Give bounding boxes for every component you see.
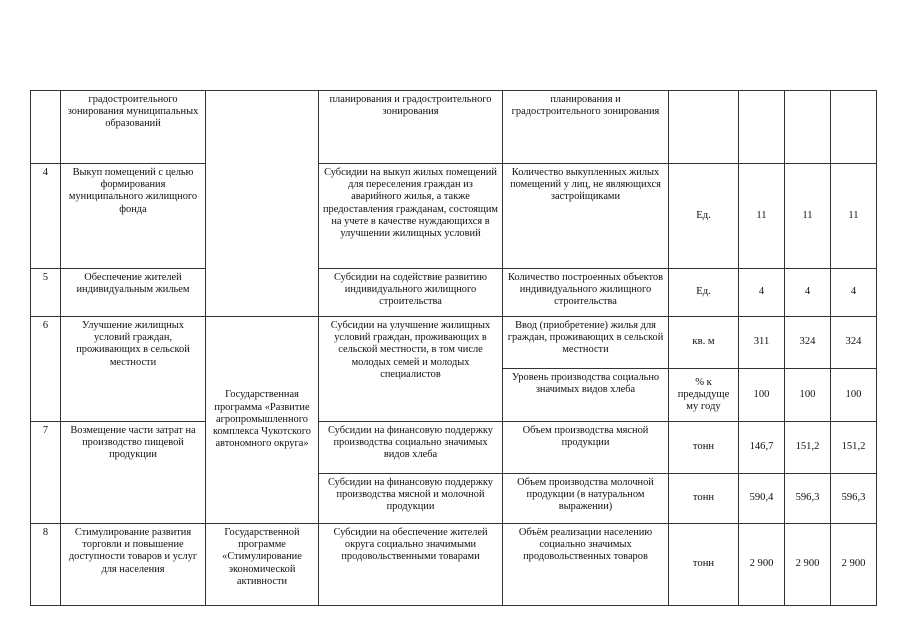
value-cell: 100 xyxy=(785,369,831,422)
value-cell: 100 xyxy=(831,369,877,422)
support-cell: Субсидии на финансовую поддержку производства социально значимых видов хлеба xyxy=(319,422,503,474)
table-row xyxy=(31,317,877,369)
value-cell: 311 xyxy=(739,317,785,369)
value-cell: 100 xyxy=(739,369,785,422)
value-cell: 146,7 xyxy=(739,422,785,474)
value-cell: 324 xyxy=(831,317,877,369)
program-cell xyxy=(206,91,319,317)
table-row xyxy=(31,91,877,164)
unit-cell: % к предыдуще му году xyxy=(669,369,739,422)
value-cell xyxy=(785,91,831,164)
value-cell: 596,3 xyxy=(831,474,877,524)
table-row xyxy=(31,524,877,606)
row-number xyxy=(31,91,61,164)
program-cell: Государственная программа «Развитие агропромышленного комплекса Чукотского автономного округа» xyxy=(206,317,319,524)
unit-cell: кв. м xyxy=(669,317,739,369)
event-cell: Обеспечение жителей индивидуальным жильем xyxy=(61,269,206,317)
unit-cell: Ед. xyxy=(669,164,739,269)
support-cell: Субсидии на содействие развитию индивидуального жилищного строительства xyxy=(319,269,503,317)
value-cell: 324 xyxy=(785,317,831,369)
support-cell: Субсидии на обеспечение жителей округа социально значимыми продовольственными товарами xyxy=(319,524,503,606)
support-cell: планирования и градостроительного зонирования xyxy=(319,91,503,164)
row-number: 5 xyxy=(31,269,61,317)
unit-cell: тонн xyxy=(669,524,739,606)
unit-cell xyxy=(669,91,739,164)
measures-table xyxy=(30,90,877,606)
support-cell: Субсидии на финансовую поддержку производства мясной и молочной продукции xyxy=(319,474,503,524)
row-number: 4 xyxy=(31,164,61,269)
indicator-cell: планирования и градостроительного зонирования xyxy=(503,91,669,164)
value-cell: 4 xyxy=(831,269,877,317)
value-cell: 2 900 xyxy=(739,524,785,606)
indicator-cell: Уровень производства социально значимых видов хлеба xyxy=(503,369,669,422)
value-cell xyxy=(739,91,785,164)
table-row xyxy=(31,422,877,474)
value-cell: 151,2 xyxy=(831,422,877,474)
indicator-cell: Объем производства мясной продукции xyxy=(503,422,669,474)
indicator-cell: Объем производства молочной продукции (в натуральном выражении) xyxy=(503,474,669,524)
event-cell: градостроительного зонирования муниципальных образований xyxy=(61,91,206,164)
value-cell: 590,4 xyxy=(739,474,785,524)
indicator-cell: Объём реализации населению социально значимых продовольственных товаров xyxy=(503,524,669,606)
unit-cell: тонн xyxy=(669,474,739,524)
program-cell: Государственной программе «Стимулирование экономической активности xyxy=(206,524,319,606)
value-cell: 11 xyxy=(785,164,831,269)
indicator-cell: Количество построенных объектов индивидуального жилищного строительства xyxy=(503,269,669,317)
indicator-cell: Количество выкупленных жилых помещений у лиц, не являющихся застройщиками xyxy=(503,164,669,269)
event-cell: Выкуп помещений с целью формирования муниципального жилищного фонда xyxy=(61,164,206,269)
value-cell: 4 xyxy=(785,269,831,317)
row-number: 8 xyxy=(31,524,61,606)
table-row xyxy=(31,269,877,317)
value-cell: 596,3 xyxy=(785,474,831,524)
support-cell: Субсидии на выкуп жилых помещений для переселения граждан из аварийного жилья, а также предоставления гражданам, состоящим на учете в качестве нуждающихся в улучшении жилищных условий xyxy=(319,164,503,269)
row-number: 6 xyxy=(31,317,61,422)
unit-cell: Ед. xyxy=(669,269,739,317)
indicator-cell: Ввод (приобретение) жилья для граждан, проживающих в сельской местности xyxy=(503,317,669,369)
event-cell: Улучшение жилищных условий граждан, проживающих в сельской местности xyxy=(61,317,206,422)
event-cell: Стимулирование развития торговли и повышение доступности товаров и услуг для населения xyxy=(61,524,206,606)
event-cell: Возмещение части затрат на производство пищевой продукции xyxy=(61,422,206,524)
table-row xyxy=(31,164,877,269)
value-cell: 11 xyxy=(831,164,877,269)
value-cell: 2 900 xyxy=(831,524,877,606)
support-cell: Субсидии на улучшение жилищных условий граждан, проживающих в сельской местности, в том числе молодых семей и молодых специалистов xyxy=(319,317,503,422)
value-cell xyxy=(831,91,877,164)
value-cell: 2 900 xyxy=(785,524,831,606)
unit-cell: тонн xyxy=(669,422,739,474)
value-cell: 151,2 xyxy=(785,422,831,474)
row-number: 7 xyxy=(31,422,61,524)
value-cell: 4 xyxy=(739,269,785,317)
value-cell: 11 xyxy=(739,164,785,269)
